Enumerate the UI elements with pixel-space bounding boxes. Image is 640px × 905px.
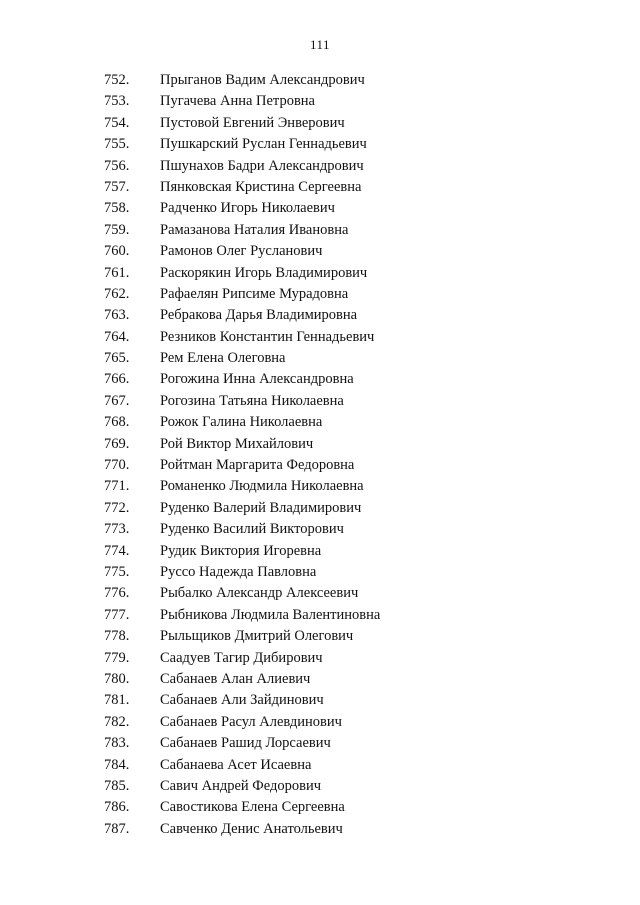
list-item [0, 263, 640, 284]
entry-name: Рудик Виктория Игоревна [160, 542, 322, 559]
entry-number: 786. [104, 799, 130, 816]
entry-name: Романенко Людмила Николаевна [160, 478, 364, 495]
list-item [0, 755, 640, 776]
entry-number: 775. [104, 563, 130, 580]
list-item [0, 369, 640, 390]
entry-name: Пушкарский Руслан Геннадьевич [160, 136, 367, 153]
list-item [0, 113, 640, 134]
entry-number: 778. [104, 628, 130, 645]
entry-name: Сабанаев Али Зайдинович [160, 692, 324, 709]
entry-number: 768. [104, 414, 130, 431]
list-item [0, 91, 640, 112]
entry-number: 756. [104, 157, 130, 174]
list-item [0, 605, 640, 626]
entry-number: 763. [104, 307, 130, 324]
entry-name: Руденко Валерий Владимирович [160, 499, 362, 516]
entry-name: Рафаелян Рипсиме Мурадовна [160, 285, 349, 302]
list-item [0, 412, 640, 433]
entry-name: Рогозина Татьяна Николаевна [160, 392, 344, 409]
entry-number: 785. [104, 777, 130, 794]
entry-name: Прыганов Вадим Александрович [160, 72, 365, 88]
entry-name: Рем Елена Олеговна [160, 350, 286, 367]
entry-name: Пугачева Анна Петровна [160, 93, 315, 110]
list-item [0, 797, 640, 818]
entry-name: Рамонов Олег Русланович [160, 243, 323, 260]
entry-number: 780. [104, 670, 130, 687]
list-item [0, 327, 640, 348]
list-item [0, 391, 640, 412]
entry-name: Пянковская Кристина Сергеевна [160, 178, 362, 195]
entry-name: Резников Константин Геннадьевич [160, 328, 375, 345]
list-item [0, 498, 640, 519]
entry-name: Радченко Игорь Николаевич [160, 200, 335, 217]
entry-name: Пустовой Евгений Энверович [160, 114, 345, 131]
entry-name: Сабанаев Расул Алевдинович [160, 713, 342, 730]
list-item [0, 776, 640, 797]
entry-number: 755. [104, 136, 130, 153]
list-item [0, 220, 640, 241]
entry-name: Сабанаев Рашид Лорсаевич [160, 735, 331, 752]
entry-name: Савченко Денис Анатольевич [160, 820, 343, 837]
entry-number: 762. [104, 285, 130, 302]
list-item [0, 476, 640, 497]
entry-number: 769. [104, 435, 130, 452]
list-item [0, 156, 640, 177]
entry-number: 774. [104, 542, 130, 559]
entry-number: 767. [104, 392, 130, 409]
entry-number: 784. [104, 756, 130, 773]
entry-number: 758. [104, 200, 130, 217]
list-item [0, 733, 640, 754]
entry-name: Рой Виктор Михайлович [160, 435, 314, 452]
entry-number: 787. [104, 820, 130, 837]
entry-number: 753. [104, 93, 130, 110]
list-item [0, 690, 640, 711]
list-item [0, 434, 640, 455]
entry-name: Рыбалко Александр Алексеевич [160, 585, 359, 602]
entry-number: 783. [104, 735, 130, 752]
entry-number: 776. [104, 585, 130, 602]
entry-number: 772. [104, 499, 130, 516]
list-item [0, 562, 640, 583]
entry-number: 760. [104, 243, 130, 260]
list-item [0, 305, 640, 326]
entry-number: 752. [104, 72, 130, 88]
entry-name: Руденко Василий Викторович [160, 521, 344, 538]
entry-name: Сабанаева Асет Исаевна [160, 756, 312, 773]
list-item [0, 819, 640, 840]
list-item [0, 198, 640, 219]
entry-number: 781. [104, 692, 130, 709]
entry-name: Ройтман Маргарита Федоровна [160, 457, 355, 474]
list-item [0, 583, 640, 604]
list-item [0, 241, 640, 262]
entry-list [0, 70, 640, 840]
list-item [0, 519, 640, 540]
list-item [0, 669, 640, 690]
entry-number: 770. [104, 457, 130, 474]
entry-number: 779. [104, 649, 130, 666]
list-item [0, 626, 640, 647]
entry-name: Сабанаев Алан Алиевич [160, 670, 311, 687]
entry-number: 759. [104, 221, 130, 238]
entry-number: 764. [104, 328, 130, 345]
list-item [0, 648, 640, 669]
entry-name: Савич Андрей Федорович [160, 777, 322, 794]
entry-name: Рыльщиков Дмитрий Олегович [160, 628, 354, 645]
list-item [0, 712, 640, 733]
entry-number: 777. [104, 606, 130, 623]
entry-name: Рамазанова Наталия Ивановна [160, 221, 349, 238]
entry-number: 761. [104, 264, 130, 281]
list-item [0, 455, 640, 476]
list-item [0, 177, 640, 198]
page-number: 111 [309, 37, 331, 52]
entry-name: Рыбникова Людмила Валентиновна [160, 606, 381, 623]
entry-name: Пшунахов Бадри Александрович [160, 157, 364, 174]
entry-name: Савостикова Елена Сергеевна [160, 799, 345, 816]
entry-number: 757. [104, 178, 130, 195]
list-item [0, 541, 640, 562]
entry-number: 766. [104, 371, 130, 388]
list-item [0, 348, 640, 369]
entry-name: Раскорякин Игорь Владимирович [160, 264, 368, 281]
entry-number: 773. [104, 521, 130, 538]
list-item [0, 134, 640, 155]
entry-name: Руссо Надежда Павловна [160, 563, 317, 580]
entry-number: 771. [104, 478, 130, 495]
list-item [0, 70, 640, 91]
entry-number: 782. [104, 713, 130, 730]
list-item [0, 284, 640, 305]
entry-number: 754. [104, 114, 130, 131]
entry-name: Рожок Галина Николаевна [160, 414, 323, 431]
entry-name: Рогожина Инна Александровна [160, 371, 354, 388]
entry-name: Саадуев Тагир Дибирович [160, 649, 323, 666]
entry-name: Ребракова Дарья Владимировна [160, 307, 358, 324]
entry-number: 765. [104, 350, 130, 367]
